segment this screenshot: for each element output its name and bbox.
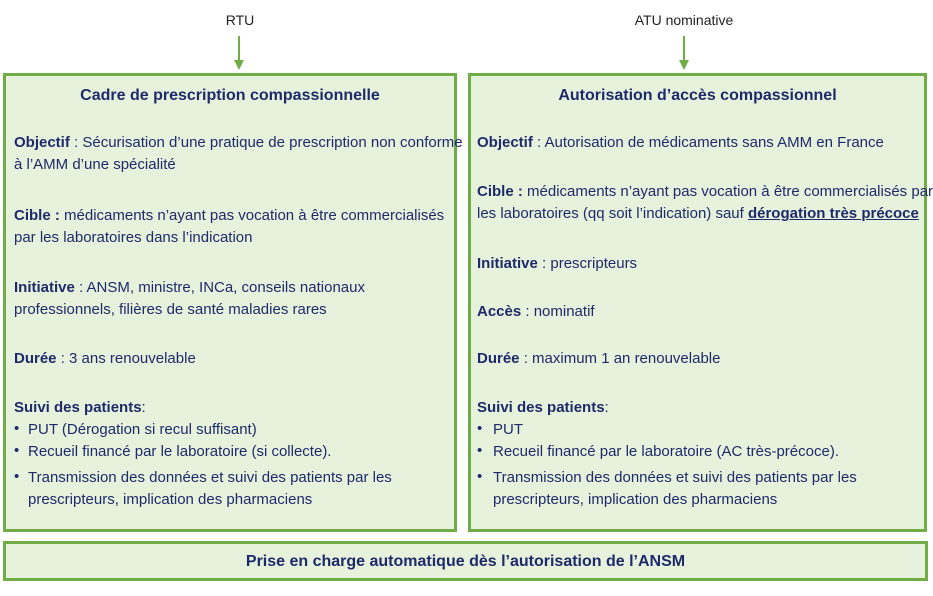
objectif-text: : Sécurisation d’une pratique de prescription non conforme (69, 134, 463, 151)
atu-nominative-label: ATU nominative (634, 12, 734, 28)
cible-label: Cible : (14, 207, 60, 224)
bullet-dot: • (477, 420, 483, 437)
rtu-box-title: Cadre de prescription compassionnelle (80, 87, 380, 104)
aac-box (468, 73, 933, 532)
initiative-label: Initiative (477, 255, 538, 272)
list-item: PUT (493, 421, 523, 438)
rtu-cible (14, 206, 444, 226)
list-item: Recueil financé par le laboratoire (si collecte). (28, 443, 332, 460)
cible-text: médicaments n’ayant pas vocation à être commercialisés par (522, 183, 933, 200)
bottom-box (3, 541, 928, 581)
suivi-label: Suivi des patients (14, 399, 142, 416)
rtu-box (3, 73, 463, 532)
aac-box-title: Autorisation d’accès compassionnel (558, 87, 837, 104)
acces-label: Accès (477, 303, 522, 320)
aac-cible (477, 182, 933, 202)
rtu-duree (14, 349, 196, 369)
aac-suivi-heading (477, 398, 609, 418)
down-arrow-right (679, 36, 689, 70)
rtu-cible-cont: par les laboratoires dans l’indication (14, 229, 253, 246)
duree-text: : maximum 1 an renouvelable (519, 350, 721, 367)
rtu-label: RTU (225, 12, 255, 28)
duree-text: : 3 ans renouvelable (56, 350, 196, 367)
bullet-dot: • (477, 442, 483, 459)
duree-label: Durée (477, 350, 520, 367)
list-item-cont: prescripteurs, implication des pharmaciens (493, 491, 778, 508)
initiative-text: : ANSM, ministre, INCa, conseils nationaux (74, 279, 365, 296)
acces-text: : nominatif (521, 303, 595, 320)
rtu-objectif-cont: à l’AMM d’une spécialité (14, 156, 176, 173)
suivi-colon: : (141, 399, 146, 416)
rtu-initiative (14, 278, 365, 298)
cible-text: médicaments n’ayant pas vocation à être commercialisés (59, 207, 445, 224)
rtu-objectif (14, 133, 463, 153)
initiative-label: Initiative (14, 279, 75, 296)
bullet-dot: • (14, 420, 20, 437)
aac-duree (477, 349, 720, 369)
aac-objectif (477, 133, 884, 153)
objectif-label: Objectif (477, 134, 533, 151)
down-arrow-left (234, 36, 244, 70)
objectif-label: Objectif (14, 134, 70, 151)
initiative-text: : prescripteurs (537, 255, 638, 272)
suivi-colon: : (604, 399, 609, 416)
rtu-suivi-heading (14, 398, 146, 418)
bottom-box-text: Prise en charge automatique dès l’autorisation de l’ANSM (245, 553, 686, 570)
bullet-dot: • (14, 442, 20, 459)
list-item: Recueil financé par le laboratoire (AC très-précoce). (493, 443, 839, 460)
duree-label: Durée (14, 350, 57, 367)
cible-emphasis: dérogation très précoce (747, 205, 919, 222)
aac-acces (477, 302, 595, 322)
aac-cible-cont (477, 204, 919, 224)
bullet-dot: • (477, 468, 483, 485)
cible-label: Cible : (477, 183, 523, 200)
aac-initiative (477, 254, 637, 274)
list-item: PUT (Dérogation si recul suffisant) (28, 421, 257, 438)
objectif-text: : Autorisation de médicaments sans AMM en France (532, 134, 884, 151)
suivi-label: Suivi des patients (477, 399, 605, 416)
list-item-cont: prescripteurs, implication des pharmaciens (28, 491, 313, 508)
list-item: Transmission des données et suivi des patients par les (28, 469, 392, 486)
bullet-dot: • (14, 468, 20, 485)
cible-text-cont: les laboratoires (qq soit l’indication) sauf (477, 205, 748, 222)
rtu-initiative-cont: professionnels, filières de santé maladies rares (14, 301, 327, 318)
list-item: Transmission des données et suivi des patients par les (493, 469, 857, 486)
